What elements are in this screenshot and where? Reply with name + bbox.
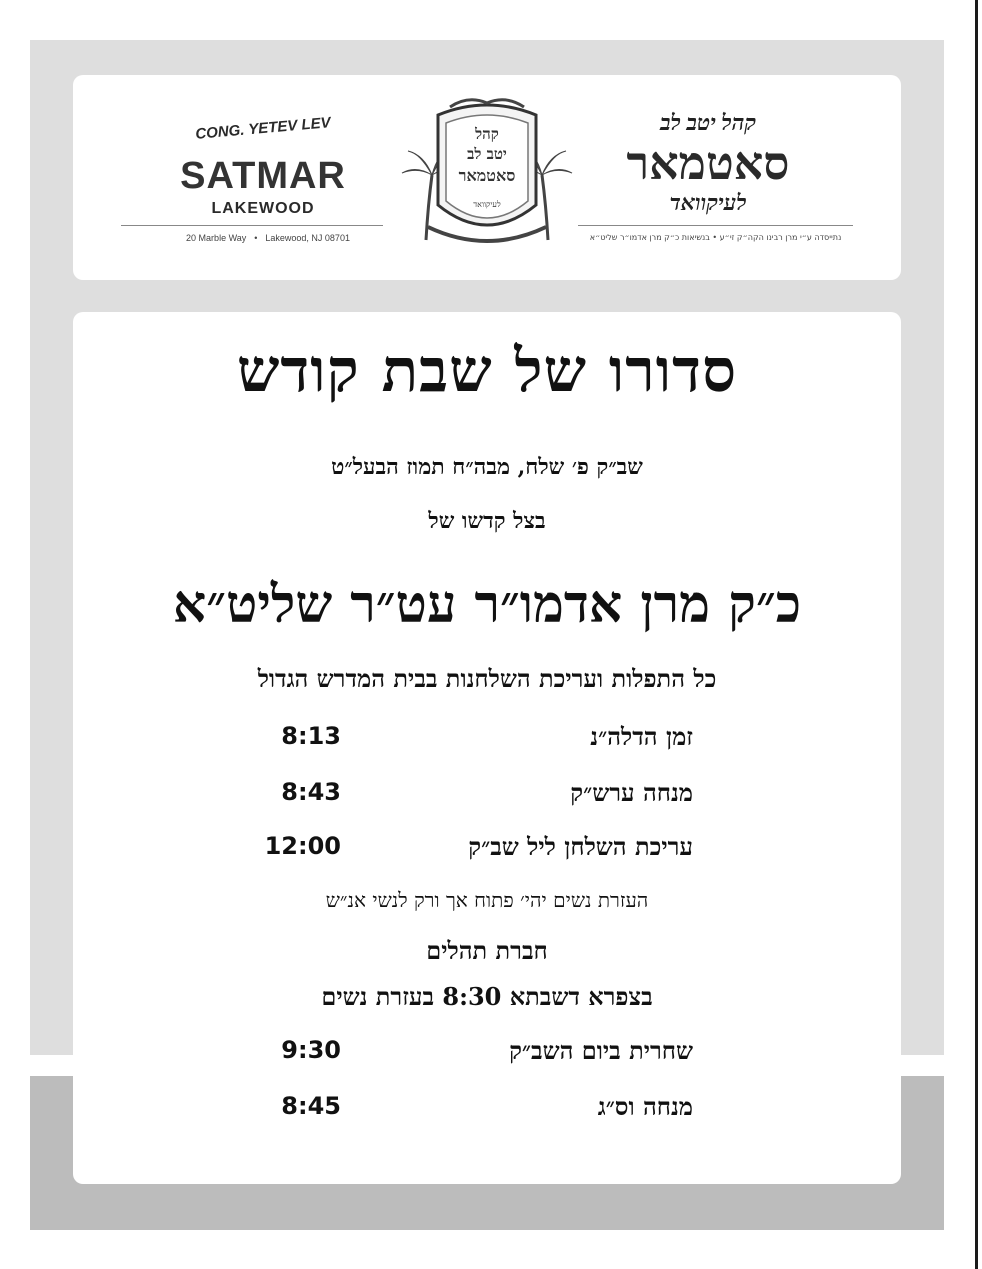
letterhead — [73, 75, 901, 280]
cong-label: CONG. YETEV LEV — [194, 114, 332, 143]
schedule-time: 8:13 — [281, 722, 341, 750]
seal-line2: יטב לב — [467, 145, 507, 163]
page-title: סדורו של שבת קודש — [236, 336, 738, 406]
divider — [578, 225, 853, 226]
location-line: כל התפלות ועריכת השלחנות בבית המדרש הגדול — [257, 664, 717, 693]
schedule-time: 8:43 — [281, 778, 341, 806]
schedule-card — [73, 312, 901, 1184]
schedule-time: 8:45 — [281, 1092, 341, 1120]
address — [153, 233, 383, 243]
lakewood-label: LAKEWOOD — [211, 200, 315, 217]
seal-line1: קהל — [475, 125, 499, 143]
address-city: Lakewood, NJ 08701 — [265, 233, 350, 243]
betzel-line: בצל קדשו של — [428, 508, 546, 534]
tehilim-time-line: בצפרא דשבתא 8:30 בעזרת נשים — [321, 982, 653, 1011]
page-edge-line — [975, 0, 978, 1269]
tehilim-heading: חברת תהלים — [426, 936, 548, 965]
divider — [121, 225, 383, 226]
seal-line3: סאטמאר — [458, 166, 516, 185]
schedule-time: 9:30 — [281, 1036, 341, 1064]
schedule-label: זמן הדלה״נ — [590, 722, 693, 751]
schedule-row — [73, 722, 901, 762]
schedule-row — [73, 832, 901, 872]
schedule-time: 12:00 — [264, 832, 341, 860]
satmar-hebrew-logo-text: סאטמאר — [626, 138, 790, 189]
schedule-row — [73, 1092, 901, 1132]
parsha-line: שב״ק פ׳ שלח, מבה״ח תמוז הבעל״ט — [331, 454, 643, 480]
schedule-label: מנחה וס״ג — [597, 1092, 693, 1121]
women-section-note: העזרת נשים יהי׳ פתוח אך ורק לנשי אנ״ש — [325, 888, 649, 912]
founding-subtitle: נתייסדה ע״י מרן רבינו הקה״ק זי״ע • בנשיאות כ״ק מרן אדמו״ר שליט״א — [589, 233, 842, 242]
schedule-label: עריכת השלחן ליל שב״ק — [468, 832, 693, 861]
rebbe-heading: כ״ק מרן אדמו״ר עט״ר שליט״א — [172, 574, 802, 635]
schedule-row — [73, 1036, 901, 1076]
seal-line4: לעיקוואד — [473, 200, 501, 209]
address-separator: • — [254, 233, 258, 243]
schedule-row — [73, 778, 901, 818]
address-street: 20 Marble Way — [186, 233, 247, 243]
schedule-label: שחרית ביום השב״ק — [509, 1036, 693, 1065]
lakewood-hebrew-label: לעיקוואד — [669, 190, 747, 215]
congregation-seal-logo — [398, 95, 576, 255]
kehal-label: קהל יטב לב — [659, 110, 757, 135]
satmar-logo-text: SATMAR — [180, 155, 346, 197]
schedule-label: מנחה ערש״ק — [570, 778, 693, 807]
